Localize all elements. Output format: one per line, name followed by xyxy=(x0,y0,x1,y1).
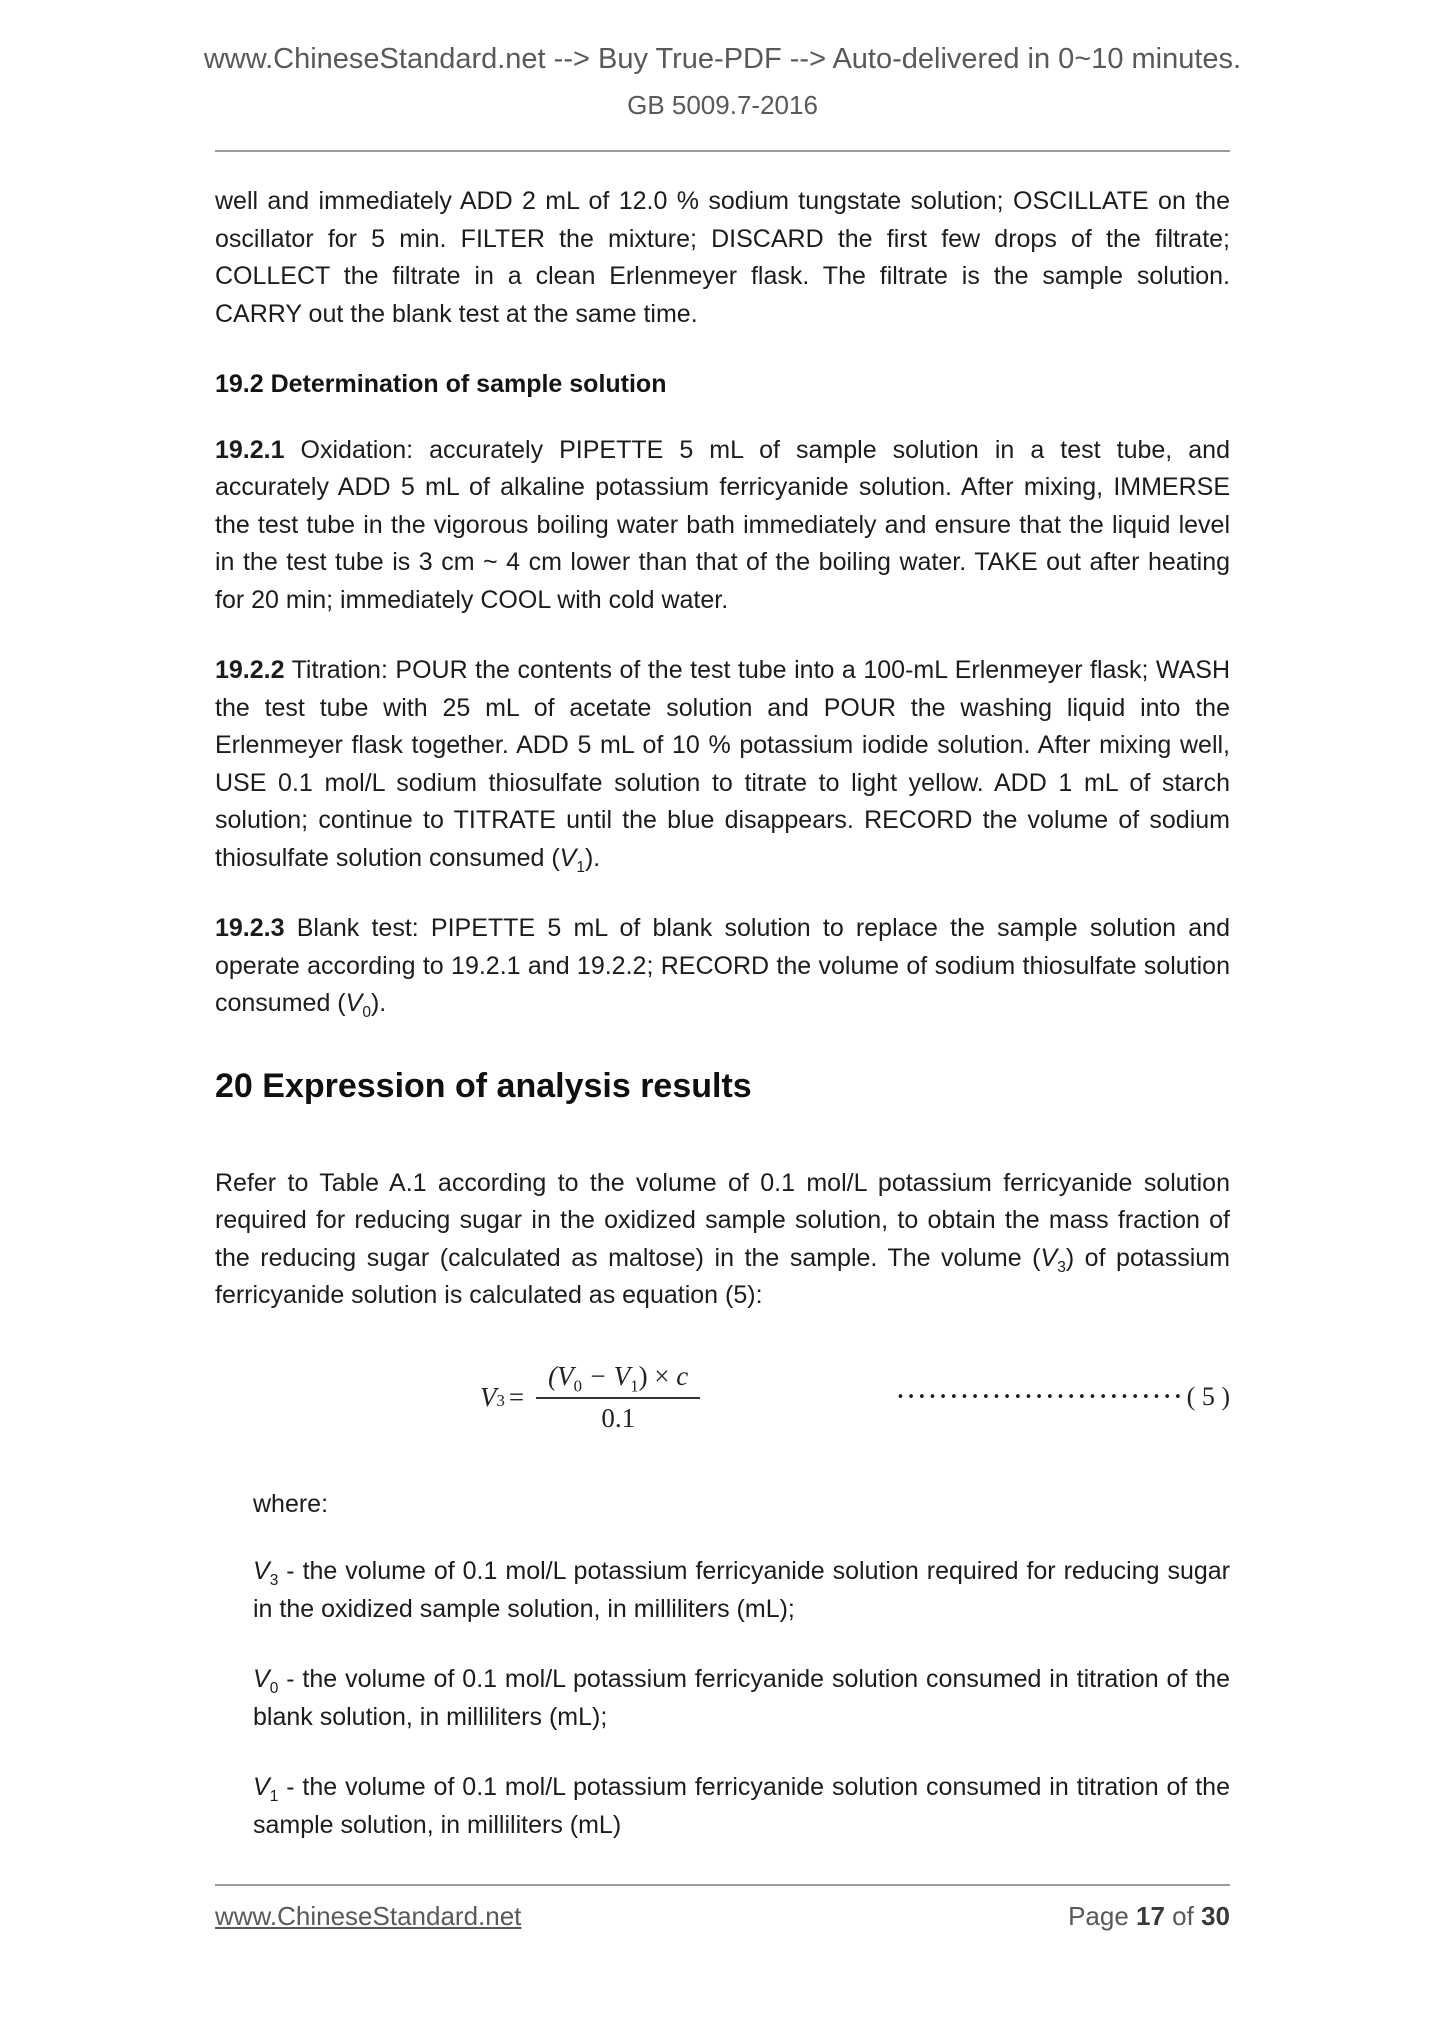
variable-subscript: 3 xyxy=(269,1572,279,1589)
header-divider xyxy=(215,150,1230,152)
page-footer xyxy=(215,1900,1230,1932)
definition-v3 xyxy=(253,1553,1230,1628)
heading-19-2: 19.2 Determination of sample solution xyxy=(215,370,667,398)
definition-text: - the volume of 0.1 mol/L potassium ferricyanide solution required for reducing sugar in the oxidized sample solution, in milliliters (mL); xyxy=(253,1557,1230,1623)
of-label: of xyxy=(1164,1901,1202,1931)
variable-v: V xyxy=(559,843,577,872)
numerator-text: (V xyxy=(548,1360,574,1391)
fraction-numerator xyxy=(536,1361,700,1399)
variable-subscript: 1 xyxy=(576,858,585,876)
paragraph-20-intro xyxy=(215,1165,1230,1315)
variable-v: V xyxy=(1040,1243,1058,1272)
paragraph-text: Titration: POUR the contents of the test tube into a 100-mL Erlenmeyer flask; WASH the test tube with 25 mL of acetate solution and POUR the washing liquid into the Erlenmeyer flask together. ADD 5 mL of 10 % potassium iodide solution. After mixing well, USE 0.1 mol/L sodium thiosulfate solution to titrate to light yellow. ADD 1 mL of starch solution; continue to TITRATE until the blue disappears. RECORD the volume of sodium thiosulfate solution consumed ( xyxy=(215,656,1230,872)
paragraph-text: Blank test: PIPETTE 5 mL of blank solution to replace the sample solution and operate according to 19.2.1 and 19.2.2; RECORD the volume of sodium thiosulfate solution consumed ( xyxy=(215,914,1230,1017)
variable-subscript: 1 xyxy=(630,1375,639,1395)
dot-leader: ••••••••••••••••••••••••••• xyxy=(896,1389,1185,1405)
where-block xyxy=(253,1486,1230,1845)
equation-number: ( 5 ) xyxy=(1186,1382,1230,1411)
equation-formula xyxy=(480,1361,700,1434)
paragraph-intro-text: well and immediately ADD 2 mL of 12.0 % sodium tungstate solution; OSCILLATE on the oscillator for 5 min. FILTER the mixture; DISCARD the first few drops of the filtrate; COLLECT the filtrate in a clean Erlenmeyer flask. The filtrate is the sample solution. CARRY out the blank test at the same time. xyxy=(215,187,1230,328)
variable-v: V xyxy=(253,1665,270,1693)
numerator-text: − V xyxy=(581,1360,631,1391)
variable-v: V xyxy=(345,989,363,1017)
equation-lhs: V 3 = xyxy=(480,1381,525,1412)
variable-c: c xyxy=(676,1360,689,1391)
equals-sign: = xyxy=(508,1381,525,1412)
section-number: 19.2.1 xyxy=(215,435,285,464)
variable-subscript: 0 xyxy=(573,1375,582,1395)
paragraph-19-2-2 xyxy=(215,652,1230,877)
page-header xyxy=(0,0,1445,120)
page-indicator xyxy=(1068,1900,1230,1932)
page-total: 30 xyxy=(1201,1901,1230,1931)
paragraph-text: ). xyxy=(584,843,601,872)
where-label: where: xyxy=(253,1489,329,1518)
paragraph-text: ) of potassium ferricyanide solution is calculated as equation (5): xyxy=(215,1243,1230,1309)
header-doc-id: GB 5009.7-2016 xyxy=(627,90,818,120)
numerator-text: ) × xyxy=(638,1360,677,1391)
heading-20: 20 Expression of analysis results xyxy=(215,1066,752,1105)
document-content xyxy=(215,183,1230,1844)
fraction-denominator: 0.1 xyxy=(601,1402,636,1433)
paragraph-text: Oxidation: accurately PIPETTE 5 mL of sample solution in a test tube, and accurately ADD 5 mL of alkaline potassium ferricyanide solution. After mixing, IMMERSE the test tube in the vigorous boiling water bath immediately and ensure that the liquid level in the test tube is 3 cm ~ 4 cm lower than that of the boiling water. TAKE out after heating for 20 min; immediately COOL with cold water. xyxy=(215,435,1230,614)
page-label: Page xyxy=(1068,1901,1137,1931)
definition-text: - the volume of 0.1 mol/L potassium ferricyanide solution consumed in titration of the sample solution, in milliliters (mL) xyxy=(253,1773,1230,1839)
page-number: 17 xyxy=(1136,1901,1165,1931)
variable-subscript: 3 xyxy=(1057,1258,1066,1276)
variable-v: V xyxy=(253,1773,270,1801)
paragraph-19-2-3 xyxy=(215,910,1230,1023)
definition-v0 xyxy=(253,1661,1230,1736)
header-site-line: www.ChineseStandard.net --> Buy True-PDF --> Auto-delivered in 0~10 minutes. xyxy=(203,43,1242,75)
paragraph-text: ). xyxy=(370,989,387,1017)
variable-subscript: 1 xyxy=(269,1788,279,1805)
paragraph-intro xyxy=(215,183,1230,333)
paragraph-19-2-1 xyxy=(215,432,1230,620)
footer-divider xyxy=(215,1884,1230,1886)
equation-leader xyxy=(897,1382,1230,1412)
paragraph-text: Refer to Table A.1 according to the volume of 0.1 mol/L potassium ferricyanide solution required for reducing sugar in the oxidized sample solution, to obtain the mass fraction of the reducing sugar (calculated as maltose) in the sample. The volume ( xyxy=(215,1168,1230,1272)
variable-v: V xyxy=(480,1381,497,1412)
section-number: 19.2.3 xyxy=(215,914,285,942)
variable-v: V xyxy=(253,1557,270,1585)
equation-5-row xyxy=(215,1361,1230,1434)
variable-subscript: 0 xyxy=(269,1680,279,1697)
variable-subscript: 0 xyxy=(362,1004,371,1021)
section-number: 19.2.2 xyxy=(215,656,285,684)
equation-fraction xyxy=(536,1361,700,1434)
definition-v1 xyxy=(253,1769,1230,1844)
footer-site-link[interactable]: www.ChineseStandard.net xyxy=(215,1901,522,1931)
definition-text: - the volume of 0.1 mol/L potassium ferricyanide solution consumed in titration of the blank solution, in milliliters (mL); xyxy=(253,1665,1230,1731)
